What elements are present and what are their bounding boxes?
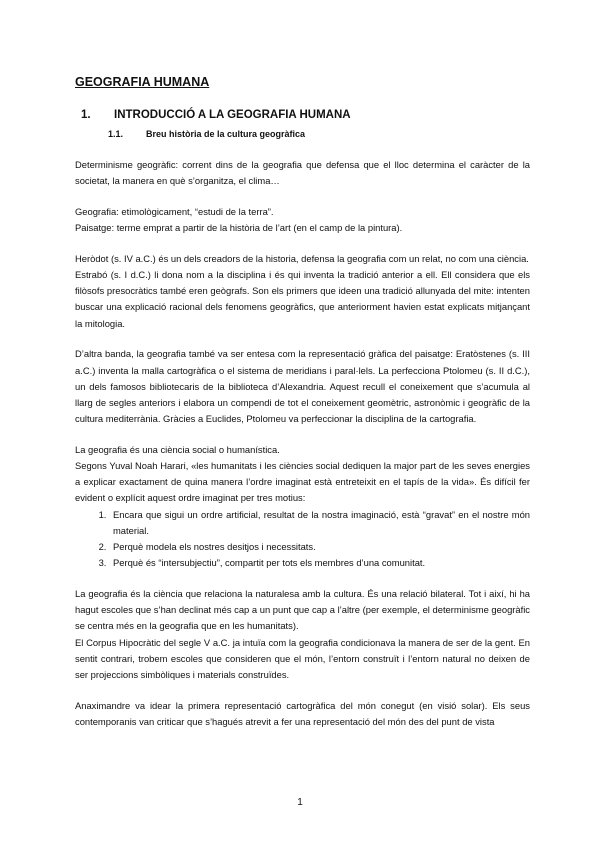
section-title: INTRODUCCIÓ A LA GEOGRAFIA HUMANA [114,109,351,121]
paragraph [75,204,530,236]
paragraph-estrabo: Estrabó (s. I d.C.) li dona nom a la disciplina i és qui inventa la tradició anterior a ell. Ell considera que els filòsofs presocràtics també eren geògrafs. Son els primers que ideen una tradició allunyada del mite: intenten buscar una explicació racional dels fenomens geogràfics, que anteriorment havien estat explicats mitjançant la mitologia. [75,269,530,329]
definition-geografia: Geografia: etimològicament, “estudi de la terra”. [75,205,274,217]
document-body [75,157,530,745]
paragraph-harari: Segons Yuval Noah Harari, «les humanitats i les ciències social dediquen la major part de les seves energies a explicar exactament de quina manera l’ordre imaginat està entreteixit en el tapís de la vida». És difícil fer evident o explícit aquest ordre imaginat per tres motius: [75,460,530,504]
subsection-number: 1.1. [108,129,124,139]
paragraph [75,586,530,683]
document-title: GEOGRAFIA HUMANA [75,75,210,89]
paragraph [75,442,530,507]
numbered-list [75,507,530,572]
page-number: 1 [297,797,303,808]
section-number: 1. [81,109,91,121]
paragraph-corpus-hipocratic: El Corpus Hipocràtic del segle V a.C. ja intuïa com la geografia condicionava la manera de ser de la gent. En sentit contrari, trobem escoles que consideren que el món, l’entorn construït i l’entorn natural no deixen de ser projeccions simbòliques i materials construïdes. [75,636,530,680]
subsection-title: Breu història de la cultura geogràfica [146,129,306,139]
list-item: 3. Perquè és “intersubjectiu”, compartit per tots els membres d’una comunitat. [109,555,530,571]
paragraph-ciencia-social: La geografia és una ciència social o humanística. [75,443,280,455]
paragraph: Determinisme geogràfic: corrent dins de la geografia que defensa que el lloc determina el caràcter de la societat, la manera en què s’organitza, el clima… [75,159,530,187]
paragraph-herodot: Heròdot (s. IV a.C.) és un dels creadors de la historia, defensa la geografia com un relat, no com una ciència. [75,252,529,264]
subsection-heading [108,129,305,139]
list-item: 2. Perquè modela els nostres desitjos i necessitats. [109,539,530,555]
paragraph [75,251,530,332]
paragraph: Anaximandre va idear la primera representació cartogràfica del món conegut (en visió solar). Els seus contemporanis van criticar que s’hagués atrevit a fer una representació del món des del punt de vista [75,699,530,727]
section-heading [75,109,351,121]
paragraph-natura-cultura: La geografia és la ciència que relaciona la naturalesa amb la cultura. És una relació bilateral. Tot i així, hi ha hagut escoles que s’han declinat més cap a un punt que cap a l’altre (per exemple, el determinisme geogràfic se centra més en la geografia que en les humanitats). [75,587,530,632]
list-item: 1. Encara que sigui un ordre artificial, resultat de la nostra imaginació, està “gravat” en el nostre món material. [109,507,530,539]
definition-paisatge: Paisatge: terme emprat a partir de la història de l’art (en el camp de la pintura). [75,222,403,234]
paragraph: D’altra banda, la geografia també va ser entesa com la representació gràfica del paisatge: Eratòstenes (s. III a.C.) inventa la malla cartogràfica o el sistema de meridians i paral·lels. La perfecciona Ptolomeu (s. II d.C.), un dels famosos bibliotecaris de la biblioteca d’Alexandria. Aquest recull el coneixement que s’acumula al llarg de segles anteriors i elabora un compendi de tot el coneixement geomètric, astronòmic i geogràfic de la cultura mediterrània. Gràcies a Euclides, Ptolomeu va perfeccionar la disciplina de la cartografia. [75,348,530,425]
